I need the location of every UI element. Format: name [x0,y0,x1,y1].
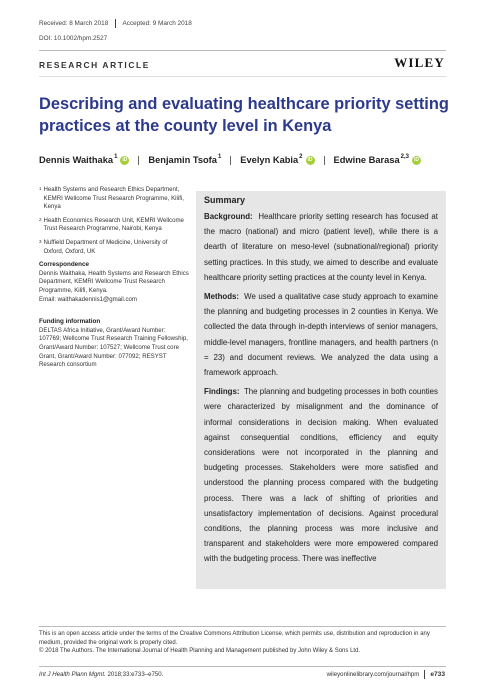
page-number: e733 [430,671,445,678]
affiliation [39,239,189,256]
journal-abbrev: Int J Health Plann Mgmt. [39,671,106,678]
footer-divider [39,666,446,667]
orcid-icon[interactable]: iD [414,156,419,163]
author-affiliation-marker: 2,3 [400,154,409,160]
type-divider [39,76,446,77]
orcid-icon[interactable]: iD [122,156,128,163]
header-divider [39,50,446,51]
correspondence-block [39,261,189,304]
affiliation [39,186,189,212]
funding-block [39,318,189,370]
author-name: Dennis Waithaka [39,155,114,165]
author-affiliation-marker: 2 [299,154,303,160]
affiliation-number: 1 [39,186,42,191]
author[interactable] [148,155,221,165]
affiliation-number: 2 [39,216,42,222]
citation-range: 2018;33:e733–e750. [107,671,164,678]
methods-label: Methods: [204,292,240,302]
summary-methods [204,289,438,380]
summary-findings [204,384,438,566]
background-label: Background: [204,212,253,221]
author-divider [324,156,325,165]
footer-separator [424,670,425,679]
affiliation-number: 3 [39,238,42,244]
article-title: Describing and evaluating healthcare priority setting practices at the county level in Kenya [39,95,449,135]
author-list [39,155,421,165]
sidebar-metadata [39,186,189,384]
funding-text: DELTAS Africa Initiative, Grant/Award Number: 107769; Wellcome Trust Research Training Fellowship, Grant/Award Number: 107527; Wellcome Trust core Grant, Grant/Award Number: 077092; RESYST Research consortium [39,326,188,369]
article-dates [39,19,192,28]
affiliation [39,217,189,234]
author-name: Evelyn Kabia [240,155,299,165]
journal-url[interactable]: wileyonlinelibrary.com/journal/hpm [326,671,420,678]
license-text: This is an open access article under the terms of the Creative Commons Attribution License, which permits use, distribution and reproduction in any medium, provided the original work is properly cited. [39,631,430,646]
article-type: RESEARCH ARTICLE [39,60,150,70]
license-notice [39,630,449,656]
methods-text: We used a qualitative case study approach to examine the planning and budgeting processes in 2 counties in Kenya. We collected the data through in-depth interviews of senior managers, middle-level managers, frontline managers, and health partners (n = 23) and document reviews. We analyzed the data using a framework approach. [204,292,438,378]
author[interactable] [240,155,314,165]
author-affiliation-marker: 1 [114,154,118,160]
journal-citation [39,671,163,678]
author-divider [138,156,139,165]
correspondence-heading: Correspondence [39,261,90,269]
author-name: Benjamin Tsofa [148,155,217,165]
doi[interactable]: DOI: 10.1002/hpm.2527 [39,35,108,42]
author-name: Edwine Barasa [333,155,400,165]
background-text: Healthcare priority setting research has focused at the macro (national) and micro (patient level), while there is a dearth of literature on meso-level (subnational/regional) priority setting practices. In this study, we aimed to describe and evaluate healthcare priority setting practices at the county level in Kenya. [204,212,438,282]
affiliation-text: Health Systems and Research Ethics Department, KEMRI Wellcome Trust Research Programme, Kilifi, Kenya [43,186,184,211]
summary-heading: Summary [204,195,246,205]
findings-text: The planning and budgeting processes in both counties were characterized by misalignment and the dominance of informal considerations in decision making. When evaluated against consequential conditions, efficiency and equity considerations were not incorporated in the planning and budgeting processes. Stakeholders were more satisfied and understood the planning process compared with the budgeting process. There was a lack of shifting of priorities and unsatisfactory implementation of decisions. Against procedural conditions, the planning process was more inclusive and transparent and stakeholders were more empowered compared with the budgeting process. There was ineffective [204,387,438,564]
summary-background [204,209,438,285]
author-affiliation-marker: 1 [217,154,222,160]
abstract-summary [196,191,446,589]
date-divider [115,19,116,28]
received-date: Received: 8 March 2018 [39,20,109,28]
publisher-logo: WILEY [394,55,445,70]
findings-label: Findings: [204,387,240,397]
accepted-date: Accepted: 9 March 2018 [122,20,192,28]
orcid-icon[interactable]: iD [307,156,313,163]
affiliation-text: Health Economics Research Unit, KEMRI Wellcome Trust Research Programme, Nairobi, Kenya [43,216,184,233]
footer-right [327,670,445,679]
license-divider [39,626,446,627]
funding-heading: Funding information [39,318,101,326]
correspondence-text: Dennis Waithaka, Health Systems and Research Ethics Department, KEMRI Wellcome Trust Research Programme, Kilifi, Kenya. [39,269,189,294]
correspondence-email[interactable]: Email: waithakadennis1@gmail.com [39,295,137,303]
affiliation-text: Nuffield Department of Medicine, University of Oxford, Oxford, UK [43,238,168,255]
author-divider [230,156,231,165]
copyright-text: © 2018 The Authors. The International Journal of Health Planning and Management published by John Wiley & Sons Ltd. [39,648,361,655]
author[interactable] [39,155,129,165]
author[interactable] [334,155,421,165]
